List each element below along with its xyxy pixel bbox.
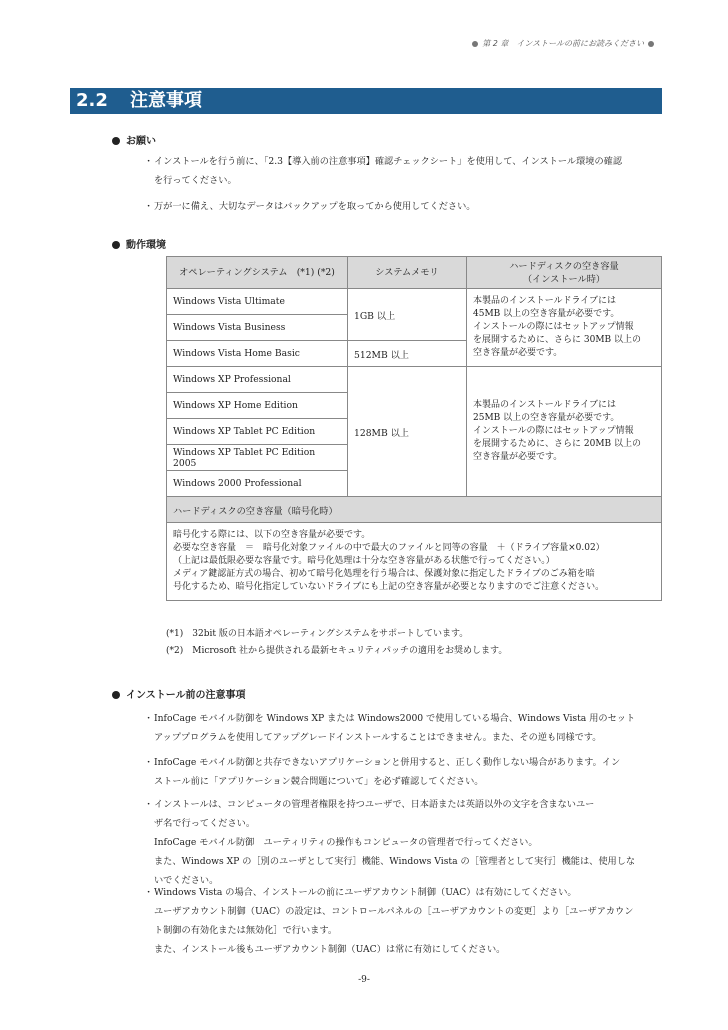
running-header <box>468 38 658 49</box>
page-number: -9- <box>358 975 370 985</box>
text-line: を展開するために、さらに 20MB 以上の <box>473 439 642 449</box>
bullet-icon <box>112 691 120 699</box>
text-line: 25MB 以上の空き容量が必要です。 <box>473 413 620 423</box>
os-cell: Windows 2000 Professional <box>167 471 348 497</box>
text-line: いでください。 <box>154 875 219 886</box>
text-line: InfoCage モバイル防御 ユーティリティの操作もコンピュータの管理者で行ってください。 <box>154 837 538 848</box>
text-line: 空き容量が必要です。 <box>473 348 563 358</box>
os-cell: Windows XP Tablet PC Edition <box>167 419 348 445</box>
request-heading <box>112 132 156 147</box>
text-line: InfoCage モバイル防御を Windows XP または Windows2000 で使用している場合、Windows Vista 用のセット <box>154 713 636 724</box>
text-line: ト制御の有効化または無効化］で行います。 <box>154 925 338 936</box>
disk-cell <box>467 289 662 367</box>
memory-cell: 128MB 以上 <box>348 367 467 497</box>
bullet-mark: ・ <box>144 757 154 768</box>
os-cell: Windows XP Tablet PC Edition 2005 <box>167 445 348 471</box>
text-line: 本製品のインストールドライブには <box>473 296 617 306</box>
bullet-icon <box>648 41 654 47</box>
os-cell: Windows Vista Home Basic <box>167 341 348 367</box>
footnote: (*2) Microsoft 社から提供される最新セキュリティパッチの適用をお奨めします。 <box>166 646 508 656</box>
bullet-mark: ・ <box>144 887 154 898</box>
text-line: 万が一に備え、大切なデータはバックアップを取ってから使用してください。 <box>154 201 476 212</box>
memory-cell: 1GB 以上 <box>348 289 467 341</box>
text-line: 暗号化する際には、以下の空き容量が必要です。 <box>173 530 371 540</box>
environment-table <box>166 256 662 601</box>
env-heading <box>112 236 166 251</box>
memory-cell: 512MB 以上 <box>348 341 467 367</box>
bullet-mark: ・ <box>144 201 154 212</box>
os-cell: Windows XP Home Edition <box>167 393 348 419</box>
text-line: 45MB 以上の空き容量が必要です。 <box>473 309 620 319</box>
section-title: 注意事項 <box>130 90 202 111</box>
preinstall-item-1 <box>144 709 664 747</box>
text-line: を行ってください。 <box>154 175 237 186</box>
text-line: 空き容量が必要です。 <box>473 452 563 462</box>
text-line: ユーザアカウント制御（UAC）の設定は、コントロールパネルの［ユーザアカウントの変更］より［ユーザアカウン <box>154 906 634 917</box>
col-header-memory: システムメモリ <box>348 257 467 289</box>
text-line: 号化するため、暗号化指定していないドライブにも上記の空き容量が必要となりますのでご注意ください。 <box>173 582 605 592</box>
col-header-os: オペレーティングシステム (*1) (*2) <box>167 257 348 289</box>
request-item-2 <box>144 197 664 216</box>
text-line: インストールを行う前に、「2.3【導入前の注意事項】確認チェックシート」を使用して、インストール環境の確認 <box>154 156 623 167</box>
col-header-disk <box>467 257 662 289</box>
bullet-mark: ・ <box>144 713 154 724</box>
os-cell: Windows Vista Ultimate <box>167 289 348 315</box>
text-line: InfoCage モバイル防御と共存できないアプリケーションと併用すると、正しく動作しない場合があります。イン <box>154 757 621 768</box>
section-number: 2.2 <box>76 90 108 111</box>
text-line: インストールの際にはセットアップ情報 <box>473 426 634 436</box>
text-line: インストールは、コンピュータの管理者権限を持つユーザで、日本語または英語以外の文字を含まないユー <box>154 799 595 810</box>
text-line: Windows Vista の場合、インストールの前にユーザアカウント制御（UAC）は有効にしてください。 <box>154 887 577 898</box>
col-header-disk-line: （インストール時） <box>522 273 606 285</box>
footnotes <box>166 626 507 660</box>
text-line: （上記は最低限必要な容量です。暗号化処理は十分な空き容量がある状態で行ってください。） <box>173 556 555 566</box>
request-item-1 <box>144 152 664 190</box>
bullet-icon <box>112 241 120 249</box>
text-line: また、Windows XP の［別のユーザとして実行］機能、Windows Vista の［管理者として実行］機能は、使用しな <box>154 856 636 867</box>
text-line: ザ名で行ってください。 <box>154 818 256 829</box>
text-line: アッププログラムを使用してアップグレードインストールすることはできません。また、その逆も同様です。 <box>154 732 602 743</box>
bullet-mark: ・ <box>144 799 154 810</box>
encryption-body <box>167 523 662 601</box>
os-cell: Windows XP Professional <box>167 367 348 393</box>
col-header-disk-line: ハードディスクの空き容量 <box>509 260 619 272</box>
bullet-icon <box>472 41 478 47</box>
preinstall-item-2 <box>144 753 664 791</box>
encryption-heading: ハードディスクの空き容量（暗号化時） <box>167 497 662 523</box>
env-heading-text: 動作環境 <box>126 240 166 251</box>
footnote: (*1) 32bit 版の日本語オペレーティングシステムをサポートしています。 <box>166 629 469 639</box>
bullet-mark: ・ <box>144 156 154 167</box>
bullet-icon <box>112 137 120 145</box>
text-line: ストール前に「アプリケーション競合問題について」を必ず確認してください。 <box>154 776 484 787</box>
text-line: を展開するために、さらに 30MB 以上の <box>473 335 642 345</box>
os-cell: Windows Vista Business <box>167 315 348 341</box>
preinstall-item-3 <box>144 795 664 890</box>
section-title-bar <box>70 88 662 114</box>
text-line: 必要な空き容量 ＝ 暗号化対象ファイルの中で最大のファイルと同等の容量 ＋（ドライブ容量×0.02） <box>173 543 605 553</box>
preinstall-item-4 <box>144 883 664 959</box>
request-heading-text: お願い <box>126 136 156 147</box>
running-header-text: 第 2 章 インストールの前にお読みください <box>482 39 644 48</box>
preinstall-heading-text: インストール前の注意事項 <box>126 690 246 701</box>
text-line: また、インストール後もユーザアカウント制御（UAC）は常に有効にしてください。 <box>154 944 506 955</box>
text-line: メディア鍵認証方式の場合、初めて暗号化処理を行う場合は、保護対象に指定したドライブのごみ箱を暗 <box>173 569 595 579</box>
disk-cell <box>467 367 662 497</box>
preinstall-heading <box>112 686 246 701</box>
text-line: 本製品のインストールドライブには <box>473 400 617 410</box>
text-line: インストールの際にはセットアップ情報 <box>473 322 634 332</box>
